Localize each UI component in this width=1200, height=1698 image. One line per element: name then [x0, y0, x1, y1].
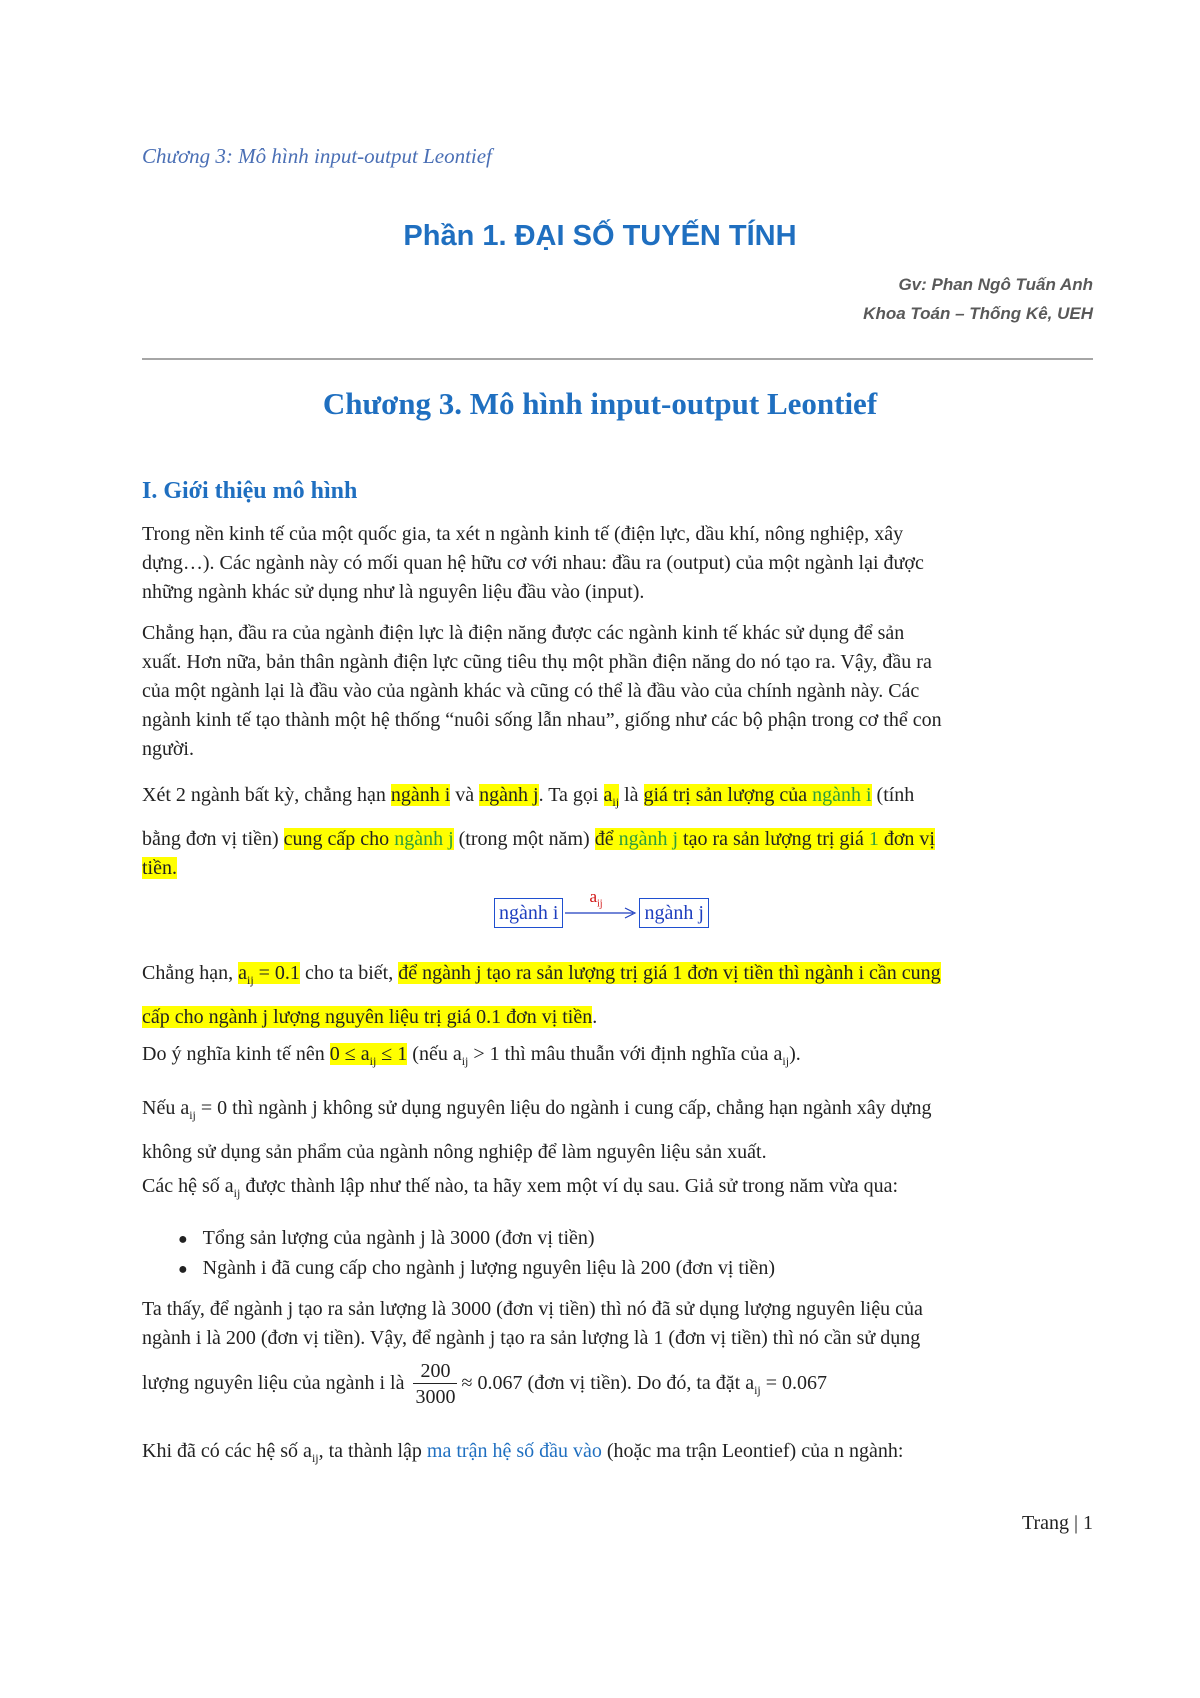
author-affiliation: Khoa Toán – Thống Kê, UEH [863, 304, 1093, 323]
running-header: Chương 3: Mô hình input-output Leontief [142, 144, 492, 168]
paragraph-matrix-intro: Khi đã có các hệ số $a_{ij}$, ta thành lập ma trận hệ số đầu vào (hoặc ma trận Leontief) của n ngành: [142, 1440, 904, 1465]
bullet-icon: ● [178, 1231, 188, 1248]
bullet-list [178, 1224, 1078, 1284]
paragraph-zero-case: Nếu $a_{ij} = 0$ thì ngành j không sử dụng nguyên liệu do ngành i cung cấp, chẳng hạn ngành xây dựng không sử dụng sản phẩm của ngành nông nghiệp để làm nguyên liệu sản xuất. [142, 1097, 932, 1163]
paragraph-example: Chẳng hạn, đầu ra của ngành điện lực là điện năng được các ngành kinh tế khác sử dụng để sản xuất. Hơn nữa, bản thân ngành điện lực cũng tiêu thụ một phần điện năng do nó tạo ra. Vậy, đầu ra của một ngành lại là đầu vào của ngành khác và cũng có thể là đầu vào của chính ngành này. Các ngành kinh tế tạo thành một hệ thống “nuôi sống lẫn nhau”, giống như các bộ phận trong cơ thể con người. [142, 622, 942, 760]
diagram-arrow [563, 887, 639, 927]
list-item: ● Ngành i đã cung cấp cho ngành j lượng nguyên liệu là 200 (đơn vị tiền) [178, 1257, 776, 1279]
paragraph-definition: Xét 2 ngành bất kỳ, chẳng hạn ngành i và ngành j. Ta gọi $a_{ij}$ là giá trị sản lượng của ngành i (tính bằng đơn vị tiền) cung cấp cho ngành j (trong một năm) để ngành j tạo ra sản lượng trị giá 1 đơn vị tiền. [142, 784, 935, 879]
fraction: $\frac{200}{3000}$ [415, 1360, 456, 1408]
arrow-icon [563, 899, 639, 927]
page-number: Trang | 1 [1021, 1512, 1093, 1534]
paragraph-how-built: Các hệ số $a_{ij}$ được thành lập như thế nào, ta hãy xem một ví dụ sau. Giả sử trong năm vừa qua: [142, 1175, 899, 1200]
paragraph-intro: Trong nền kinh tế của một quốc gia, ta xét n ngành kinh tế (điện lực, dầu khí, nông nghiệp, xây dựng…). Các ngành này có mối quan hệ hữu cơ với nhau: đầu ra (output) của một ngành lại được những ngành khác sử dụng như là nguyên liệu đầu vào (input). [142, 523, 924, 603]
part-title: Phần 1. ĐẠI SỐ TUYẾN TÍNH [403, 220, 797, 252]
header-divider [142, 358, 1093, 360]
paragraph-example-value: Chẳng hạn, $a_{ij} = 0.1$ cho ta biết, để ngành j tạo ra sản lượng trị giá 1 đơn vị tiền thì ngành i cần cung cấp cho ngành j lượng nguyên liệu trị giá 0.1 đơn vị tiền. [142, 962, 941, 1028]
paragraph-range: Do ý nghĩa kinh tế nên $0 \le a_{ij} \le 1$ (nếu $a_{ij} > 1$ thì mâu thuẫn với định nghĩa của $a_{ij}$). [142, 1043, 801, 1068]
term-input-coefficient-matrix: ma trận hệ số đầu vào [426, 1440, 602, 1462]
list-item: ● Tổng sản lượng của ngành j là 3000 (đơn vị tiền) [178, 1227, 595, 1249]
chapter-title: Chương 3. Mô hình input-output Leontief [322, 386, 878, 421]
arrow-label: $a_{ij}$ [589, 887, 603, 910]
diagram-box-industry-j: ngành j [639, 898, 708, 928]
flow-diagram [494, 887, 709, 928]
paragraph-computation: Ta thấy, để ngành j tạo ra sản lượng là 3000 (đơn vị tiền) thì nó đã sử dụng lượng nguyên liệu của ngành i là 200 (đơn vị tiền). Vậy, để ngành j tạo ra sản lượng là 1 (đơn vị tiền) thì nó cần sử dụng lượng nguyên liệu của ngành i là $\frac{200}{3000}$ ≈ 0.067 (đơn vị tiền). Do đó, ta đặt $a_{ij} = 0.067$ [142, 1298, 923, 1408]
author-name: Gv: Phan Ngô Tuấn Anh [898, 275, 1093, 294]
section-title: I. Giới thiệu mô hình [142, 478, 358, 504]
bullet-icon: ● [178, 1261, 188, 1278]
diagram-box-industry-i: ngành i [494, 898, 563, 928]
